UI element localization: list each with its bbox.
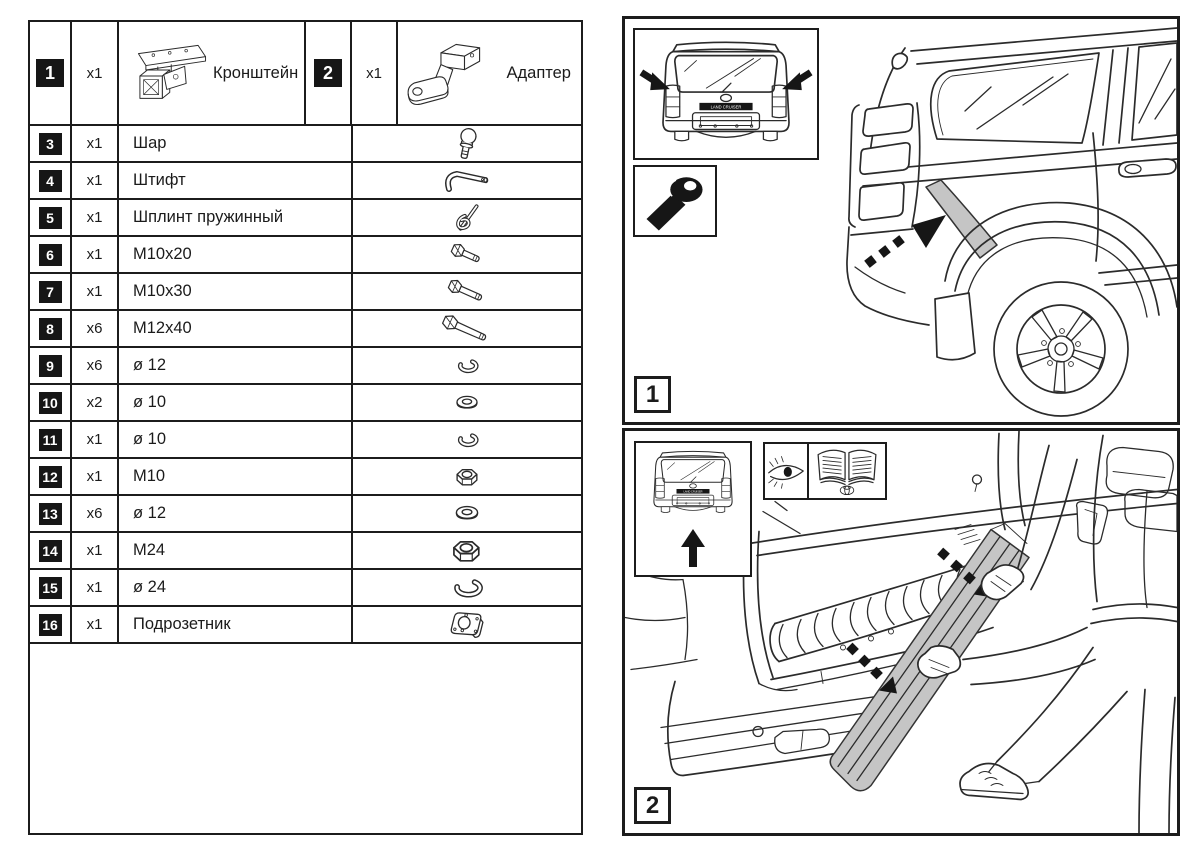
table-row [30, 237, 581, 274]
part-number-badge: 8 [39, 318, 62, 340]
part-qty: x1 [72, 22, 119, 124]
part-qty: x6 [72, 496, 119, 531]
part-qty: x1 [72, 274, 119, 309]
part-number-badge: 14 [39, 540, 62, 562]
step-1-panel [622, 16, 1180, 425]
part-name: Шар [119, 126, 353, 161]
spring-washer-icon [450, 576, 484, 599]
spring-washer-icon [455, 357, 479, 374]
table-row [30, 496, 581, 533]
part-number-badge: 16 [39, 614, 62, 636]
car-rear-view [636, 31, 816, 157]
flat-washer-icon [454, 394, 480, 412]
trim-removal-arrow-lower [846, 643, 897, 694]
part-name: М10х30 [119, 274, 353, 309]
tow-ball-icon [452, 127, 482, 161]
hitch-pin-icon [438, 168, 496, 194]
step-number: 1 [645, 380, 660, 408]
car-rear-view [636, 443, 750, 575]
part-number-badge: 2 [314, 59, 342, 87]
part-name: М10 [119, 459, 353, 494]
table-header-row [30, 22, 581, 126]
table-row [30, 200, 581, 237]
eye-icon [766, 451, 806, 491]
part-number-badge: 6 [39, 244, 62, 266]
table-row [30, 533, 581, 570]
step-2-panel [622, 428, 1180, 836]
part-name: ø 12 [119, 348, 353, 383]
part-number-badge: 7 [39, 281, 62, 303]
part-qty: x1 [72, 570, 119, 605]
part-number-badge: 15 [39, 577, 62, 599]
part-name: ø 12 [119, 496, 353, 531]
part-number-badge: 11 [39, 429, 62, 451]
part-number-badge: 9 [39, 355, 62, 377]
part-qty: x1 [72, 126, 119, 161]
part-qty: x1 [72, 422, 119, 457]
part-name: Адаптер [506, 63, 571, 82]
step-number: 2 [645, 791, 660, 819]
table-row [30, 459, 581, 496]
table-row [30, 570, 581, 607]
hex-nut-icon [454, 466, 481, 488]
spring-washer-icon [455, 431, 479, 448]
part-name: ø 10 [119, 422, 353, 457]
table-row [30, 348, 581, 385]
spring-cotter-icon [451, 202, 483, 234]
part-qty: x1 [72, 200, 119, 235]
part-name: Подрозетник [119, 607, 353, 642]
table-row [30, 163, 581, 200]
part-qty: x1 [72, 607, 119, 642]
table-empty-area [30, 644, 581, 833]
hex-nut-icon [450, 537, 484, 565]
part-qty: x1 [72, 237, 119, 272]
part-number-badge: 13 [39, 503, 62, 525]
socket-plate-icon [446, 608, 488, 642]
see-manual-inset [763, 442, 887, 500]
part-name: Кронштейн [213, 63, 299, 82]
part-qty: x1 [72, 163, 119, 198]
part-number-badge: 10 [39, 392, 62, 414]
tape-position-arrow [864, 215, 946, 268]
part-qty: x6 [72, 348, 119, 383]
part-name: ø 24 [119, 570, 353, 605]
hitch-bracket-icon [125, 30, 213, 116]
part-qty: x1 [72, 533, 119, 568]
table-row [30, 274, 581, 311]
part-qty: x1 [352, 22, 398, 124]
rear-view-inset [634, 441, 752, 577]
part-name: М12х40 [119, 311, 353, 346]
owners-manual-book-icon [811, 445, 883, 497]
table-row [30, 126, 581, 163]
part-name: Шплинт пружинный [119, 200, 353, 235]
table-row [30, 422, 581, 459]
parts-kit-table [28, 20, 583, 835]
center-up-arrow [681, 529, 705, 567]
table-row [30, 311, 581, 348]
part-name: М10х20 [119, 237, 353, 272]
part-name: Штифт [119, 163, 353, 198]
step-number-box [634, 376, 671, 413]
ball-mount-adapter-icon [404, 34, 488, 112]
rear-view-inset [633, 28, 819, 160]
part-number-badge: 3 [39, 133, 62, 155]
tape-roll-icon [637, 169, 713, 233]
part-name: М24 [119, 533, 353, 568]
table-row [30, 385, 581, 422]
part-number-badge: 4 [39, 170, 62, 192]
part-number-badge: 5 [39, 207, 62, 229]
bolt-icon [445, 240, 489, 270]
part-number-badge: 12 [39, 466, 62, 488]
part-name: ø 10 [119, 385, 353, 420]
protective-tape-inset [633, 165, 717, 237]
part-qty: x2 [72, 385, 119, 420]
part-number-badge: 1 [36, 59, 64, 87]
bolt-icon [437, 311, 497, 347]
part-qty: x6 [72, 311, 119, 346]
part-qty: x1 [72, 459, 119, 494]
table-row [30, 607, 581, 644]
step-number-box [634, 787, 671, 824]
bolt-icon [442, 276, 492, 308]
flat-washer-icon [453, 504, 481, 523]
